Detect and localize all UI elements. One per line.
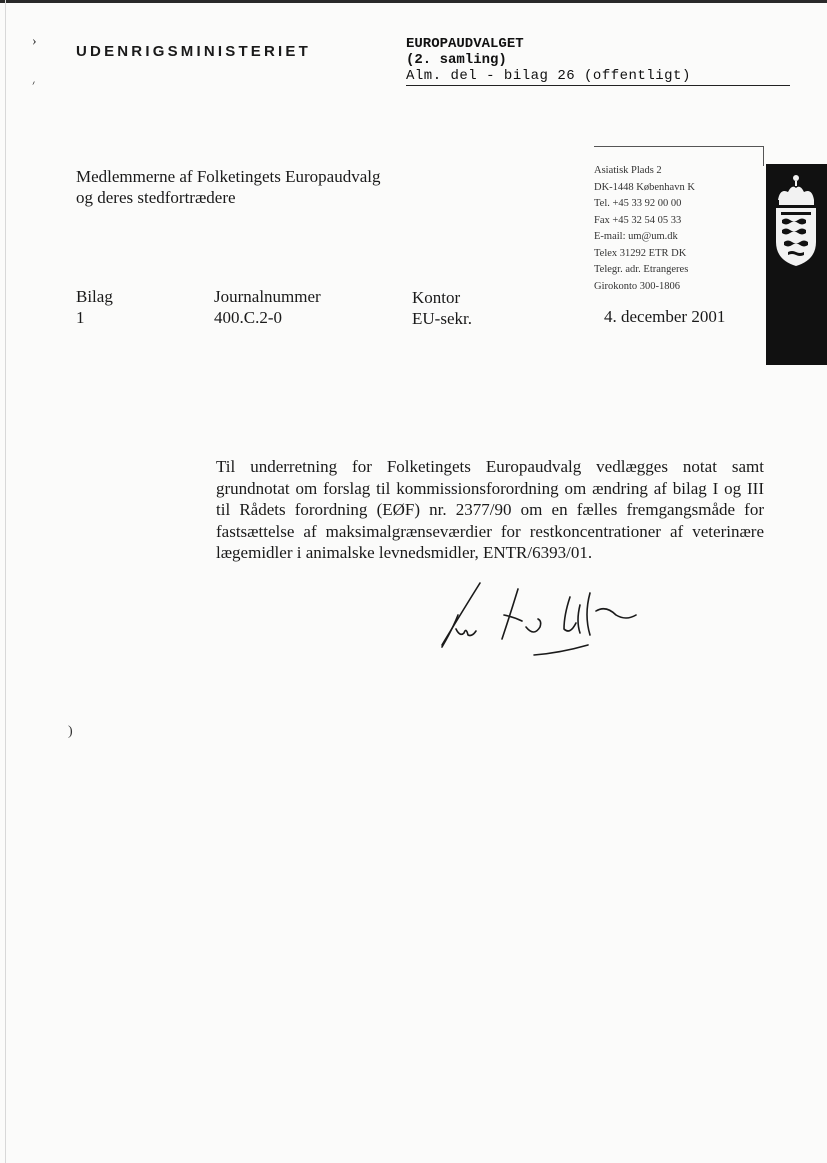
address-rule	[763, 146, 764, 166]
address-line: E-mail: um@um.dk	[594, 231, 678, 242]
letter-date: 4. december 2001	[604, 307, 726, 326]
stamp-session: (2. samling)	[406, 52, 507, 68]
scan-mark: ׳	[32, 78, 36, 93]
kontor-value: EU-sekr.	[412, 309, 472, 328]
body-paragraph: Til underretning for Folketingets Europaudvalg vedlægges notat samt grundnotat om forslag til kommissionsforordning om ændring af bilag I og III til Rådets forordning (EØF) nr. 2377/90 om en fælles fremgangsmåde for fastsættelse af maksimalgrænseværdier for restkoncentrationer af veterinære lægemidler i animalske levnedsmidler, ENTR/6393/01.	[216, 457, 764, 562]
recipient-line: og deres stedfortrædere	[76, 188, 236, 207]
address-line: Fax +45 32 54 05 33	[594, 214, 682, 226]
scan-mark: )	[68, 724, 73, 739]
address-line: Telegr. adr. Etrangeres	[594, 264, 689, 275]
address-line: Girokonto 300-1806	[594, 280, 681, 292]
bilag-field	[76, 286, 113, 328]
journal-field	[214, 286, 321, 328]
stamp-reference: Alm. del - bilag 26 (offentligt)	[406, 68, 790, 86]
bilag-label: Bilag	[76, 287, 113, 306]
address-line: Asiatisk Plads 2	[594, 165, 662, 176]
address-line: Telex 31292 ETR DK	[594, 247, 687, 259]
signature-icon	[430, 575, 650, 665]
address-rule	[594, 146, 764, 147]
royal-crest-icon	[766, 164, 827, 274]
recipient-line: Medlemmerne af Folketingets Europaudvalg	[76, 167, 381, 186]
kontor-label: Kontor	[412, 288, 461, 307]
committee-stamp	[406, 36, 790, 86]
scan-mark: ›	[32, 34, 37, 49]
journal-value: 400.C.2-0	[214, 308, 282, 327]
page-top-edge	[0, 0, 827, 3]
kontor-field	[412, 287, 472, 329]
crest-panel	[766, 164, 827, 365]
ministry-address	[594, 163, 695, 295]
address-line: Tel. +45 33 92 00 00	[594, 198, 682, 209]
stamp-committee: EUROPAUDVALGET	[406, 36, 524, 52]
page-left-edge	[5, 0, 6, 1163]
journal-label: Journalnummer	[214, 287, 321, 306]
ministry-name: UDENRIGSMINISTERIET	[76, 43, 311, 60]
bilag-value: 1	[76, 308, 85, 327]
address-line: DK-1448 København K	[594, 181, 695, 193]
recipient-block	[76, 166, 381, 208]
